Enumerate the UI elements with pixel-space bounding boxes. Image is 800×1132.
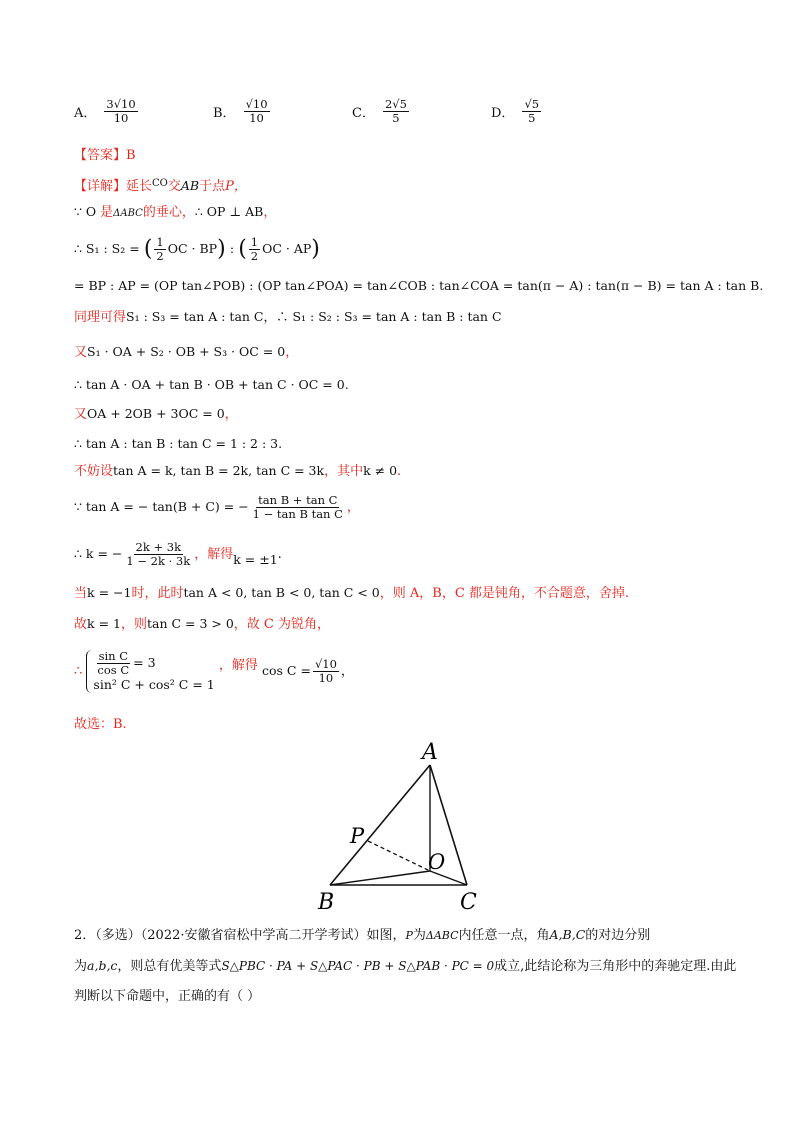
detail-line-12: ∴ k = − $\frac{2k + 3k}{1 - 2k \cdot 3k}$ ，解得k = ±1. xyxy=(74,540,282,568)
label-c: C xyxy=(460,890,477,915)
detail-line-14: 故k = 1，则tan C = 3 > 0，故 C 为锐角， xyxy=(74,616,331,632)
detail-line-5: 同理可得S₁ : S₃ = tan A : tan C，∴ S₁ : S₂ : S₃ = tan A : tan B : tan C xyxy=(74,309,502,325)
detail-line-16: 故选：B. xyxy=(74,717,127,732)
detail-line-9: ∴ tan A : tan B : tan C = 1 : 2 : 3. xyxy=(74,436,283,451)
label-p: P xyxy=(350,824,365,848)
question-2-line-2: 为a,b,c，则总有优美等式S△PBC · PA + S△PAC · PB + S△PAB · PC = 0成立,此结论称为三角形中的奔驰定理.由此 xyxy=(74,958,737,974)
answer-line: 【答案】B xyxy=(74,148,136,163)
edge-ab xyxy=(330,765,430,885)
detail-line-7: ∴ tan A · OA + tan B · OB + tan C · OC = 0. xyxy=(74,377,349,392)
label-b: B xyxy=(318,890,335,915)
segment-po-dashed xyxy=(368,841,430,871)
label-o: O xyxy=(428,850,446,874)
triangle-figure xyxy=(310,735,500,915)
detail-line-4: = BP : AP = (OP tan∠POB) : (OP tan∠POA) = tan∠COB : tan∠COA = tan(π − A) : tan(π − B) = tan A : tan B. xyxy=(74,278,764,293)
detail-line-10: 不妨设tan A = k, tan B = 2k, tan C = 3k，其中k ≠ 0. xyxy=(74,463,402,479)
detail-line-6: 又S₁ · OA + S₂ · OB + S₃ · OC = 0， xyxy=(74,344,299,360)
option-d: D． $\frac{√5}{5}$ xyxy=(491,97,540,125)
option-b: B． $\frac{√10}{10}$ xyxy=(213,97,268,125)
detail-line-8: 又OA + 2OB + 3OC = 0， xyxy=(74,406,238,422)
detail-line-3: ∴ S₁ : S₂ = ( $\frac{1}{2}$ OC · BP) : ( $\frac{1}{2}$ OC · AP) xyxy=(74,235,320,263)
detail-line-1: 【详解】延长$^{CO}$交AB于点P， xyxy=(74,178,247,194)
question-2-line-3: 判断以下命题中，正确的有（ ） xyxy=(74,989,261,1004)
detail-line-13: 当k = −1时，此时tan A < 0, tan B < 0, tan C < 0，则 A，B，C 都是钝角，不合题意，舍掉. xyxy=(74,585,630,601)
label-a: A xyxy=(422,740,438,765)
segment-bo xyxy=(330,871,430,885)
option-c: C． $\frac{2√5}{5}$ xyxy=(352,97,407,125)
detail-line-15: ∴ $\frac{\text{sin C}}{\text{cos C}}$ = 3 sin² C + cos² C = 1 ，解得 cos C = $\frac{√10}{10}$ ， xyxy=(74,649,354,692)
option-a: A． $\frac{3√10}{10}$ xyxy=(74,97,136,125)
detail-line-11: ∵ tan A = − tan(B + C) = − $\frac{\text{tan B + tan C}}{\text{1 − tan B tan C}}$ ， xyxy=(74,493,360,521)
question-2-line-1: 2．（多选）（2022·安徽省宿松中学高二开学考试）如图，P为ΔABC内任意一点，角A,B,C的对边分别 xyxy=(74,927,651,943)
detail-line-2: ∵ O 是ΔABC的垂心，∴ OP ⊥ AB， xyxy=(74,204,277,220)
